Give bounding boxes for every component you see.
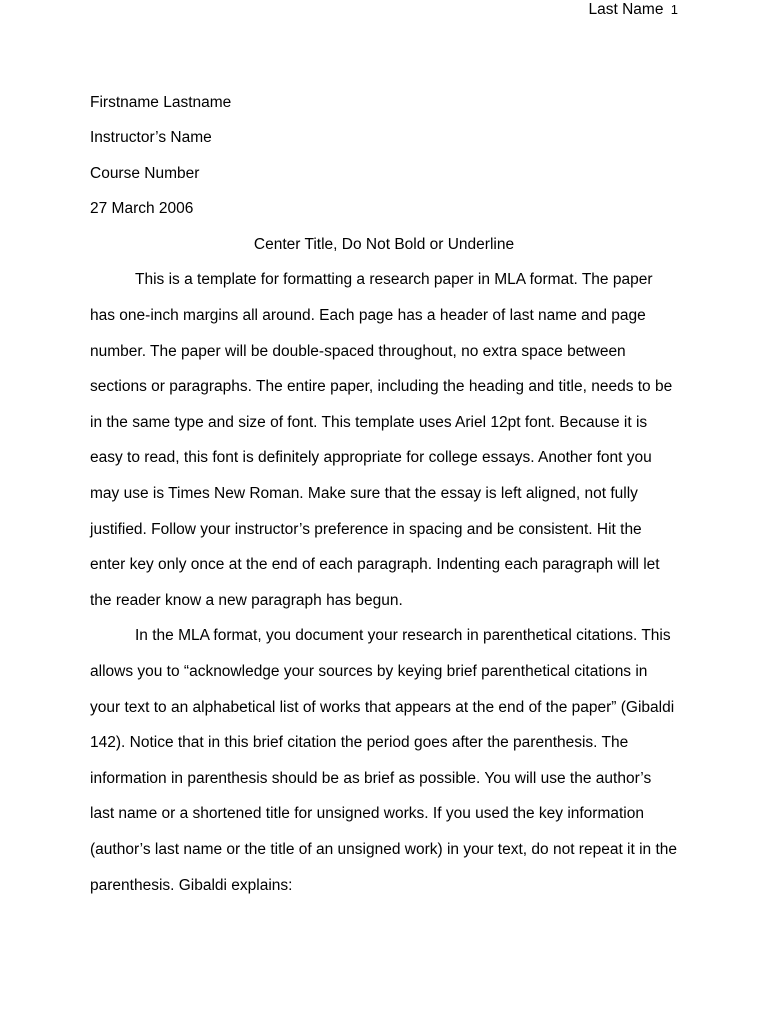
heading-date: 27 March 2006 [90, 200, 194, 218]
heading-course: Course Number [90, 164, 200, 182]
document-body [90, 85, 678, 904]
paragraph-2: In the MLA format, you document your research in parenthetical citations. This allows you to “acknowledge your sources by keying brief parenthetical citations in your text to an alphabetical list of works that appears at the end of the paper” (Gibaldi 142). Notice that in this brief citation the period goes after the parenthesis. The information in parenthesis should be as brief as possible. You will use the author’s last name or a shortened title for unsigned works. If you used the key information (author’s last name or the title of an unsigned work) in your text, do not repeat it in the parenthesis. Gibaldi explains: [90, 627, 678, 894]
header-last-name: Last Name [588, 1, 664, 18]
heading-student-name: Firstname Lastname [90, 93, 232, 111]
running-header [589, 0, 679, 20]
paragraph-1: This is a template for formatting a research paper in MLA format. The paper has one-inch margins all around. Each page has a header of last name and page number. The paper will be double-spaced throughout, no extra space between sections or paragraphs. The entire paper, including the heading and title, needs to be in the same type and size of font. This template uses Ariel 12pt font. Because it is easy to read, this font is definitely appropriate for college essays. Another font you may use is Times New Roman. Make sure that the essay is left aligned, not fully justified. Follow your instructor’s preference in spacing and be consistent. Hit the enter key only once at the end of each paragraph. Indenting each paragraph will let the reader know a new paragraph has begun. [90, 271, 673, 609]
paper-title: Center Title, Do Not Bold or Underline [253, 235, 515, 253]
page-number: 1 [670, 2, 678, 17]
heading-instructor: Instructor’s Name [90, 129, 212, 147]
